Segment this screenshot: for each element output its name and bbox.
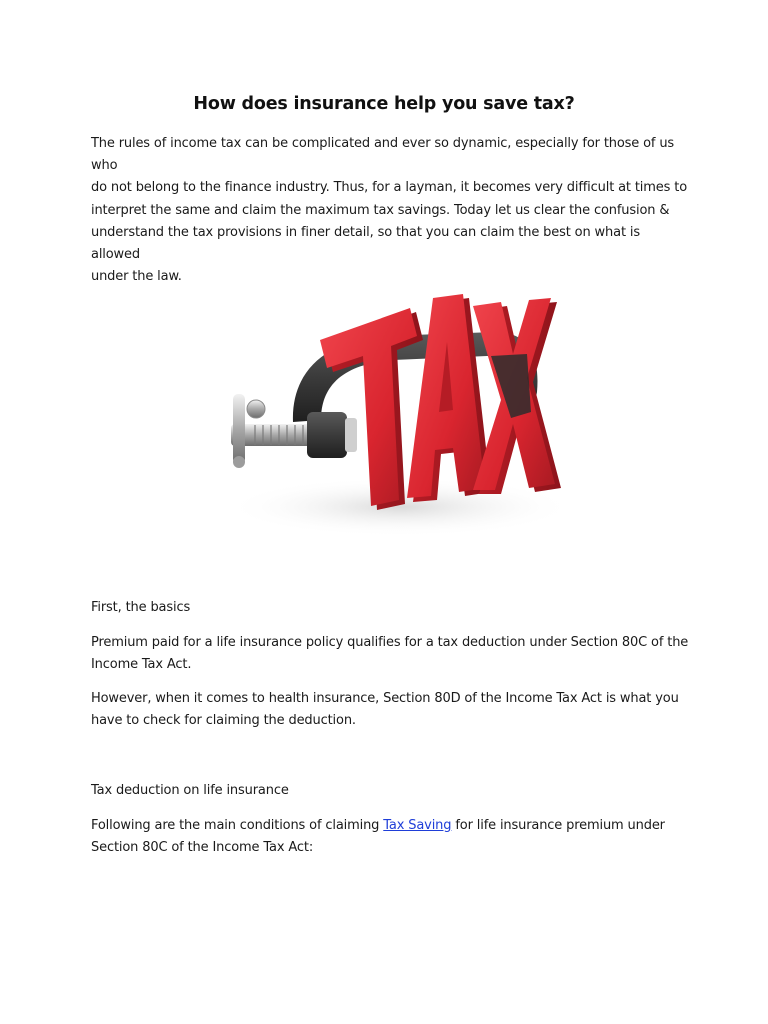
tax-saving-link[interactable]: Tax Saving [383,818,452,833]
basics-heading: First, the basics [91,600,191,615]
section-80c-paragraph [91,632,691,676]
p80c-line: Premium paid for a life insurance policy qualifies for a tax deduction under Section 80C of the [91,635,689,650]
intro-line: interpret the same and claim the maximum tax savings. Today let us clear the confusion & [91,202,670,218]
conditions-paragraph [91,815,691,859]
life-insurance-heading: Tax deduction on life insurance [91,783,289,798]
intro-line: under the law. [91,269,182,285]
p80d-line: However, when it comes to health insurance, Section 80D of the Income Tax Act is what you [91,691,679,706]
conditions-text-before: Following are the main conditions of claiming [91,818,384,833]
tax-clamp-icon [195,262,575,547]
section-80d-paragraph [91,688,691,732]
intro-line: understand the tax provisions in finer detail, so that you can claim the best on what is allowed [91,224,640,263]
p80d-line: have to check for claiming the deduction. [91,713,356,729]
p80c-line: Income Tax Act. [91,657,192,673]
tax-clamp-image [195,262,575,547]
intro-line: The rules of income tax can be complicated and ever so dynamic, especially for those of us who [91,136,675,174]
conditions-line-2: Section 80C of the Income Tax Act: [91,840,314,856]
intro-line: do not belong to the finance industry. Thus, for a layman, it becomes very difficult at times to [91,180,687,196]
conditions-text-after: for life insurance premium under [451,818,665,833]
page-title: How does insurance help you save tax? [193,94,575,114]
